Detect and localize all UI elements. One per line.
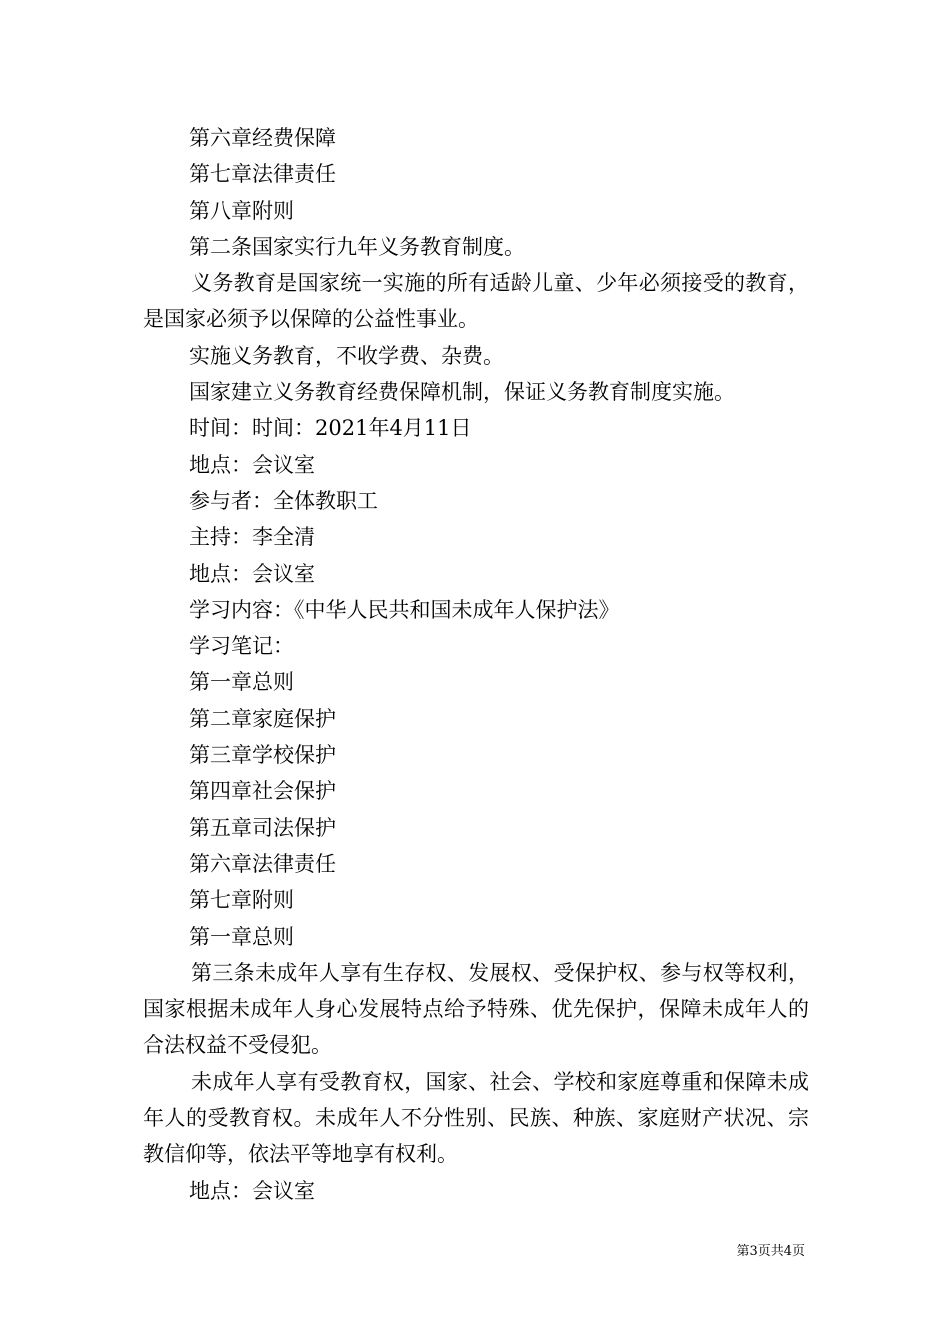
text-line: 第六章法律责任	[189, 851, 336, 876]
text-line: 学习笔记：	[189, 634, 294, 659]
text-line: 第八章附则	[189, 198, 294, 223]
text-line: 参与者：全体教职工	[189, 488, 378, 513]
page-number: 第3页共4页	[736, 1244, 805, 1259]
text-line: 第一章总则	[189, 670, 294, 695]
text-line: 实施义务教育，不收学费、杂费。	[189, 343, 504, 368]
text-line: 地点：会议室	[189, 561, 315, 586]
text-line: 第二章家庭保护	[189, 706, 336, 731]
text-line: 第七章法律责任	[189, 162, 336, 187]
text-line: 第三章学校保护	[189, 743, 336, 768]
paragraph: 第三条未成年人享有生存权、发展权、受保护权、参与权等权利，国家根据未成年人身心发展特点给予特殊、优先保护，保障未成年人的合法权益不受侵犯。	[143, 960, 809, 1058]
text-line: 学习内容：《中华人民共和国未成年人保护法》	[189, 597, 620, 622]
text-line: 时间：时间：2021年4月11日	[189, 416, 472, 441]
text-line: 地点：会议室	[189, 452, 315, 477]
text-line: 地点：会议室	[189, 1178, 315, 1203]
text-line: 第七章附则	[189, 888, 294, 913]
text-line: 国家建立义务教育经费保障机制，保证义务教育制度实施。	[189, 380, 735, 405]
text-line: 第六章经费保障	[189, 126, 336, 150]
text-line: 第一章总则	[189, 924, 294, 949]
text-line: 主持：李全清	[189, 525, 315, 550]
document-body	[143, 120, 809, 1209]
text-line: 第五章司法保护	[189, 815, 336, 840]
paragraph: 未成年人享有受教育权，国家、社会、学校和家庭尊重和保障未成年人的受教育权。未成年人不分性别、民族、种族、家庭财产状况、宗教信仰等，依法平等地享有权利。	[143, 1069, 809, 1167]
text-line: 第二条国家实行九年义务教育制度。	[189, 234, 525, 259]
paragraph: 义务教育是国家统一实施的所有适龄儿童、少年必须接受的教育，是国家必须予以保障的公益性事业。	[143, 271, 809, 332]
text-line: 第四章社会保护	[189, 779, 336, 804]
